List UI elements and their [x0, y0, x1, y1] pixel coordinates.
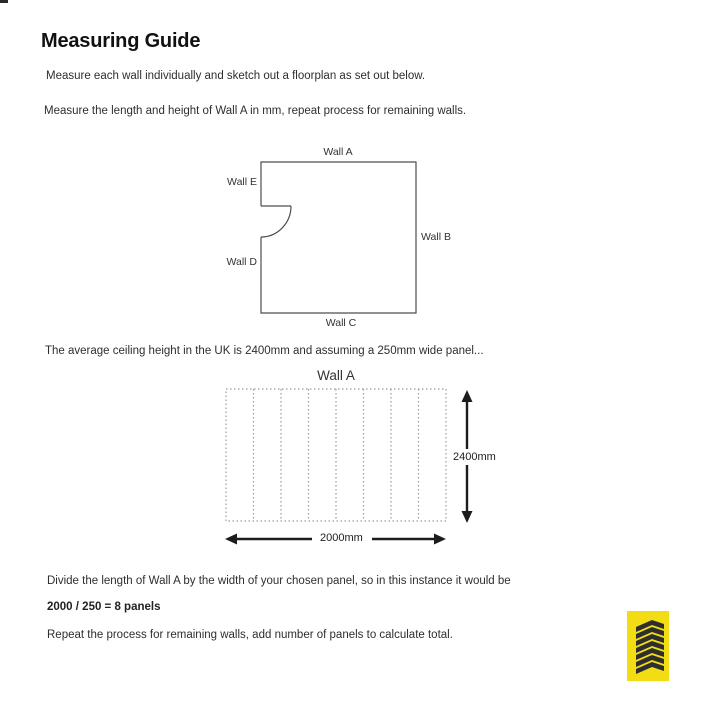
- width-dimension-label: 2000mm: [317, 530, 366, 546]
- height-arrow-down-head: [462, 511, 473, 523]
- floorplan-wall-d-label: Wall D: [226, 256, 257, 268]
- floorplan-wall-e-label: Wall E: [227, 176, 257, 188]
- panel-divider-lines: [254, 389, 419, 521]
- formula-text: 2000 / 250 = 8 panels: [47, 601, 161, 613]
- width-arrow-right-head: [434, 534, 446, 545]
- intro-text-2: Measure the length and height of Wall A in mm, repeat process for remaining walls.: [44, 105, 467, 117]
- panel-diagram-title: Wall A: [317, 368, 355, 383]
- floorplan-wall-b-label: Wall B: [421, 231, 451, 243]
- floorplan-wall-a-label: Wall A: [323, 146, 353, 158]
- ceiling-note-text: The average ceiling height in the UK is 2400mm and assuming a 250mm wide panel...: [45, 345, 484, 357]
- width-arrow-left-head: [225, 534, 237, 545]
- door-swing-arc: [261, 206, 291, 237]
- divide-instruction-text: Divide the length of Wall A by the width of your chosen panel, so in this instance it would be: [47, 575, 511, 587]
- floorplan-walls: [261, 162, 416, 313]
- floorplan-diagram: [261, 162, 416, 313]
- page-title: Measuring Guide: [41, 30, 201, 52]
- height-dimension-label: 2400mm: [450, 449, 499, 465]
- intro-text-1: Measure each wall individually and sketch out a floorplan as set out below.: [46, 70, 426, 82]
- repeat-instruction-text: Repeat the process for remaining walls, add number of panels to calculate total.: [47, 629, 453, 641]
- stacked-panels-logo: [627, 611, 669, 681]
- height-arrow-up-head: [462, 390, 473, 402]
- floorplan-wall-c-label: Wall C: [325, 317, 357, 329]
- panel-diagram: [225, 389, 473, 545]
